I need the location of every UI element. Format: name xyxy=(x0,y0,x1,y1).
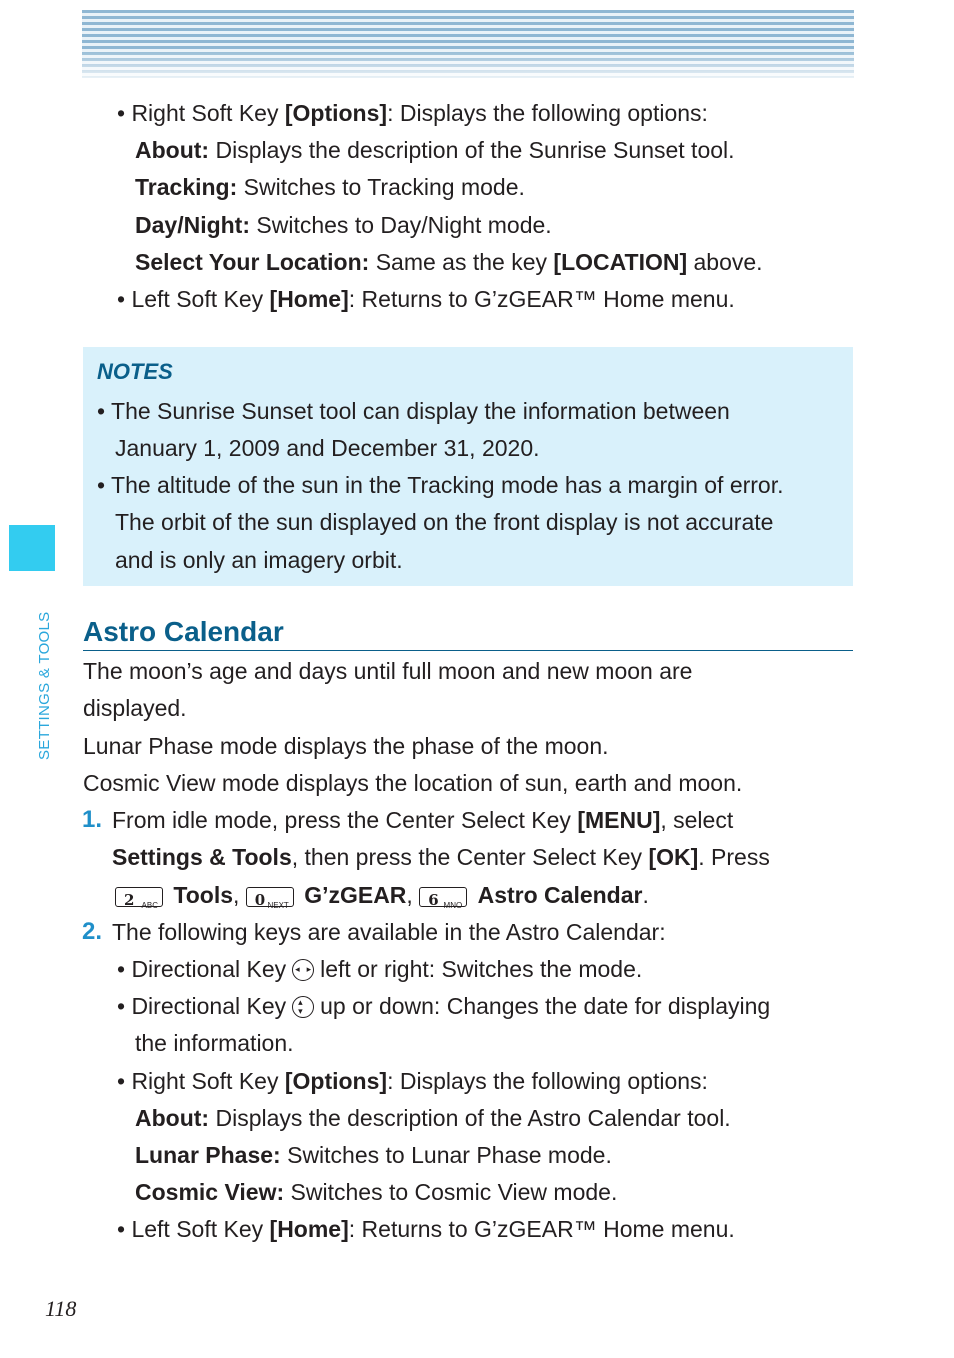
note-2-line-2: The orbit of the sun displayed on the front display is not accurate xyxy=(115,509,774,535)
step-1-line-3: 2 ABC Tools, 0 NEXT G’zGEAR, 6 MNO Astro Calendar. xyxy=(115,881,649,909)
intro-line-3: Lunar Phase mode displays the phase of the moon. xyxy=(83,733,609,759)
left-soft-key-item: • Left Soft Key [Home]: Returns to G’zGEAR™ Home menu. xyxy=(117,286,735,312)
directional-left-right-icon: ◂ ▸ xyxy=(292,959,314,981)
options-item-2: • Right Soft Key [Options]: Displays the following options: xyxy=(117,1068,708,1094)
options-item: • Right Soft Key [Options]: Displays the following options: xyxy=(117,100,708,126)
directional-left-right-item: • Directional Key ◂ ▸ left or right: Switches the mode. xyxy=(117,956,643,982)
step-2-number: 2. xyxy=(82,918,103,945)
directional-up-down-item: • Directional Key ▴ ▾ up or down: Changes the date for displaying xyxy=(117,993,771,1019)
option-cosmic-view: Cosmic View: Switches to Cosmic View mode. xyxy=(135,1179,618,1205)
key-6-icon: 6 MNO xyxy=(419,887,467,907)
step-2-intro: The following keys are available in the Astro Calendar: xyxy=(112,919,666,945)
option-lunar-phase: Lunar Phase: Switches to Lunar Phase mode. xyxy=(135,1142,612,1168)
key-2-icon: 2 ABC xyxy=(115,887,163,907)
chapter-tab xyxy=(9,525,55,571)
directional-up-down-continued: the information. xyxy=(135,1030,294,1056)
intro-line-2: displayed. xyxy=(83,695,187,721)
directional-up-down-icon: ▴ ▾ xyxy=(292,996,314,1018)
option-about: About: Displays the description of the Sunrise Sunset tool. xyxy=(135,137,735,163)
header-band xyxy=(82,10,854,78)
step-1-line-1: From idle mode, press the Center Select Key [MENU], select xyxy=(112,807,734,833)
chapter-label: SETTINGS & TOOLS xyxy=(36,611,53,760)
step-1-number: 1. xyxy=(82,806,103,833)
note-1-line-1: • The Sunrise Sunset tool can display the information between xyxy=(97,398,730,424)
page-number: 118 xyxy=(45,1296,77,1321)
section-divider xyxy=(83,650,853,651)
option-about-2: About: Displays the description of the Astro Calendar tool. xyxy=(135,1105,731,1131)
left-soft-key-item-2: • Left Soft Key [Home]: Returns to G’zGEAR™ Home menu. xyxy=(117,1216,735,1242)
option-tracking: Tracking: Switches to Tracking mode. xyxy=(135,174,525,200)
option-select-location: Select Your Location: Same as the key [LOCATION] above. xyxy=(135,249,763,275)
option-day-night: Day/Night: Switches to Day/Night mode. xyxy=(135,212,552,238)
note-2-line-3: and is only an imagery orbit. xyxy=(115,547,403,573)
key-0-icon: 0 NEXT xyxy=(246,887,294,907)
note-2-line-1: • The altitude of the sun in the Tracking mode has a margin of error. xyxy=(97,472,784,498)
notes-title: NOTES xyxy=(97,359,173,384)
section-title: Astro Calendar xyxy=(83,616,284,647)
intro-line-4: Cosmic View mode displays the location of sun, earth and moon. xyxy=(83,770,743,796)
intro-line-1: The moon’s age and days until full moon and new moon are xyxy=(83,658,693,684)
step-1-line-2: Settings & Tools, then press the Center Select Key [OK]. Press xyxy=(112,844,770,870)
note-1-line-2: January 1, 2009 and December 31, 2020. xyxy=(115,435,540,461)
